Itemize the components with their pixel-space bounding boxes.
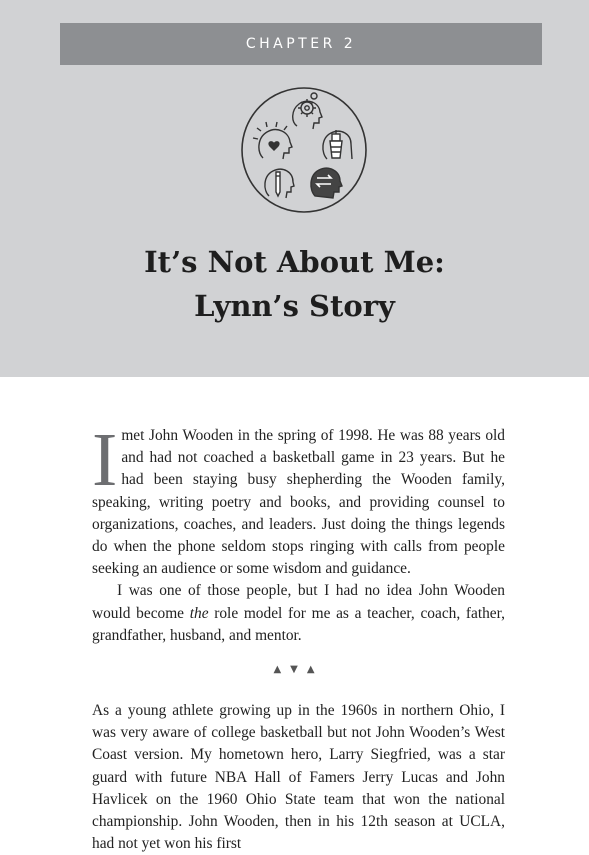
section-separator: ▲▼▲ [273,664,324,676]
chapter-title-line-2: Lynn’s Story [194,289,395,323]
paragraph-2 [92,580,505,647]
paragraph-1-text: met John Wooden in the spring of 1998. He was 88 years old and had not coached a basketball game in 23 years. But he had been staying busy shepherding the Wooden family, speaking, writing poetry and books, and providing counsel to organizations, coaches, and leaders. Just doing the things legends do when the phone seldom stops ringing with calls from people seeking an audience or some wisdom and guidance. [92,427,505,578]
chapter-label: CHAPTER 2 [245,36,357,52]
chapter-body [92,418,505,855]
paragraph-2-emphasis: the [189,604,209,622]
pencil-head-icon [265,169,294,198]
chapter-emblem [239,86,369,214]
gear-head-icon [293,93,322,129]
exchange-head-icon [311,168,342,198]
paragraph-2-text-end: role model for me as a teacher, coach, father, grandfather, husband, and mentor. [92,604,505,644]
chapter-title [0,240,589,328]
idea-heart-head-icon [253,122,292,159]
chapter-bar [60,23,542,65]
chapter-title-line-1: It’s Not About Me: [144,245,445,279]
paragraph-2-text-start: I was one of those people, but I had no idea John Wooden would become [92,582,505,622]
paragraph-3: As a young athlete growing up in the 1960s in northern Ohio, I was very aware of college basketball but not John Wooden’s West Coast version. My hometown hero, Larry Siegfried, was a star guard with future NBA Hall of Famers Jerry Lucas and John Havlicek on the 1960 Ohio State team that won the national championship. John Wooden, then in his 12th season at UCLA, had not yet won his first [92,702,505,853]
lighthouse-head-icon [323,130,352,159]
chapter-header [0,0,589,377]
paragraph-1 [92,418,505,580]
drop-cap: I [92,418,118,502]
